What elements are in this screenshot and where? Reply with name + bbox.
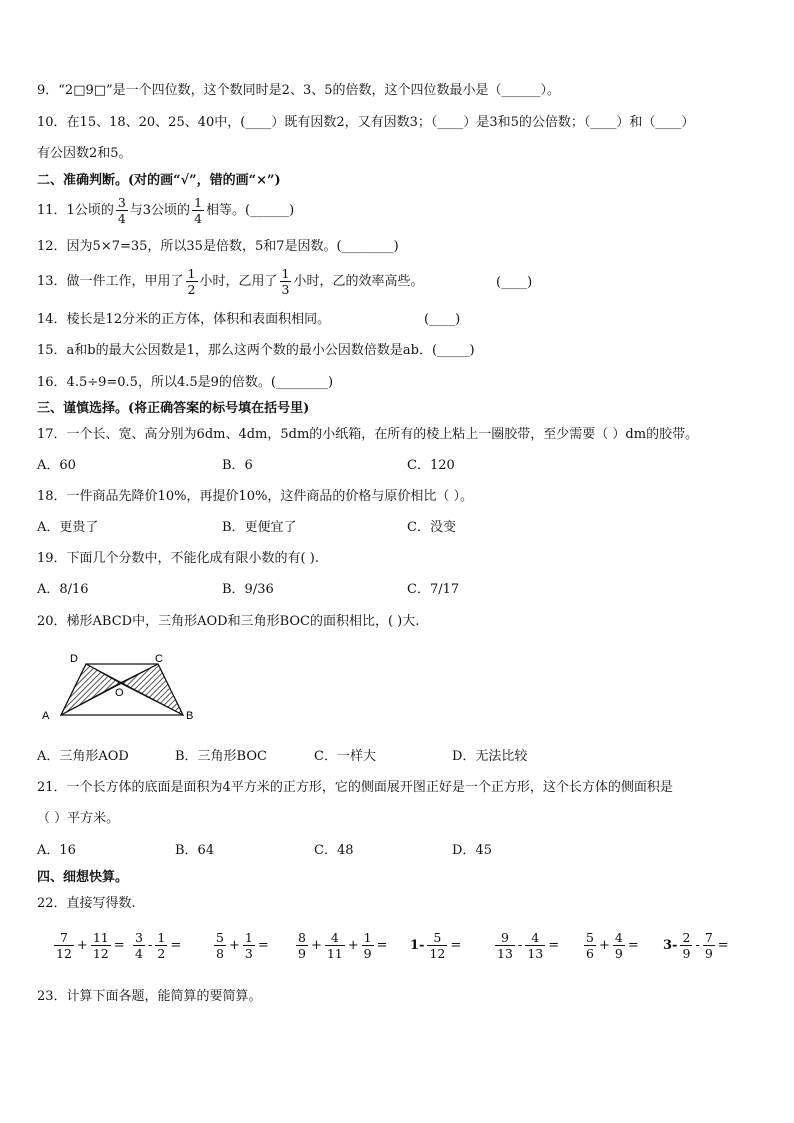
option-c[interactable]: C．120 (407, 458, 455, 473)
question-18: 18．一件商品先降价10%，再提价10%，这件商品的价格与原价相比（ ）。 (37, 489, 473, 504)
option-d[interactable]: D．45 (452, 843, 492, 858)
question-9: 9．“2□9□”是一个四位数，这个数同时是2、3、5的倍数，这个四位数最小是（______）。 (37, 83, 560, 98)
option-b[interactable]: B．三角形BOC (175, 749, 267, 764)
question-15: 15．a和b的最大公因数是1，那么这两个数的最小公因数倍数是ab．(_____) (37, 343, 475, 358)
calc-item-3: $\frac{5}{8}$ + $\frac{1}{3}$ = (216, 930, 269, 961)
triangle-boc (120, 664, 183, 715)
label-a: A (42, 710, 50, 722)
label-o: O (115, 687, 124, 699)
trapezoid-diagram (36, 646, 206, 726)
option-b[interactable]: B．64 (175, 843, 215, 858)
question-14: 14．棱长是12分米的正方体，体积和表面积相同。 (37, 312, 331, 327)
option-c[interactable]: C．7/17 (407, 582, 460, 597)
option-b[interactable]: B．9/36 (222, 582, 274, 597)
question-10: 10．在15、18、20、25、40中，(____）既有因数2，又有因数3；（____）是3和5的公倍数；（____）和（____） (37, 115, 695, 130)
calc-item-2: $\frac{3}{4}$ - $\frac{1}{2}$ = (135, 930, 182, 961)
answer-blank[interactable]: (____) (424, 312, 461, 327)
option-c[interactable]: C．48 (314, 843, 354, 858)
option-a[interactable]: A．三角形AOD (37, 749, 129, 764)
option-c[interactable]: C．一样大 (314, 749, 376, 764)
calc-item-4: $\frac{8}{9}$ + $\frac{4}{11}$ + $\frac{1}{9}$ = (298, 930, 388, 961)
calc-item-8: 3- $\frac{2}{9}$ - $\frac{7}{9}$ = (663, 930, 729, 961)
question-17: 17．一个长、宽、高分别为6dm、4dm，5dm的小纸箱，在所有的棱上粘上一圈胶带，至少需要（ ）dm的胶带。 (37, 427, 699, 442)
option-b[interactable]: B．6 (222, 458, 253, 473)
answer-blank[interactable]: (____) (496, 275, 533, 290)
fraction: $\frac{1}{4}$ (194, 195, 203, 226)
calc-item-6: $\frac{9}{13}$ - $\frac{4}{13}$ = (497, 930, 560, 961)
calc-item-1: $\frac{7}{12}$ + $\frac{11}{12}$ = (56, 930, 125, 961)
question-21-cont: （ ）平方米。 (37, 811, 120, 826)
fraction: $\frac{3}{4}$ (117, 195, 126, 226)
question-10-cont: 有公因数2和5。 (37, 146, 132, 161)
question-19: 19．下面几个分数中，不能化成有限小数的有( ). (37, 551, 319, 566)
option-d[interactable]: D．无法比较 (452, 749, 528, 764)
question-20: 20．梯形ABCD中，三角形AOD和三角形BOC的面积相比，( )大. (37, 614, 420, 629)
label-d: D (70, 653, 78, 665)
question-16: 16．4.5÷9=0.5，所以4.5是9的倍数。(________) (37, 375, 334, 390)
option-a[interactable]: A．8/16 (37, 582, 89, 597)
question-21: 21．一个长方体的底面是面积为4平方米的正方形，它的侧面展开图正好是一个正方形，这个长方体的侧面积是 (37, 780, 673, 795)
fraction: $\frac{1}{2}$ (187, 266, 196, 297)
option-a[interactable]: A．更贵了 (37, 520, 99, 535)
section-4-heading: 四、细想快算。 (37, 870, 129, 885)
option-a[interactable]: A．16 (37, 843, 76, 858)
calc-item-7: $\frac{5}{6}$ + $\frac{4}{9}$ = (586, 930, 639, 961)
section-2-heading: 二、准确判断。(对的画“√”，错的画“×”) (37, 173, 281, 188)
question-23: 23．计算下面各题，能简算的要简算。 (37, 989, 262, 1004)
calc-item-5: 1- $\frac{5}{12}$ = (410, 930, 462, 961)
option-b[interactable]: B．更便宜了 (222, 520, 297, 535)
question-12: 12．因为5×7=35，所以35是倍数，5和7是因数。(________) (37, 239, 399, 254)
option-c[interactable]: C．没变 (407, 520, 456, 535)
label-c: C (155, 653, 163, 665)
question-13: 13．做一件工作，甲用了 $\frac{1}{2}$ 小时，乙用了 $\frac{1}{3}$ 小时，乙的效率高些。 (37, 266, 424, 297)
option-a[interactable]: A．60 (37, 458, 76, 473)
question-11: 11．1公顷的 $\frac{3}{4}$ 与3公顷的 $\frac{1}{4}$ 相等。(______) (37, 195, 295, 226)
fraction: $\frac{1}{3}$ (281, 266, 290, 297)
question-22: 22．直接写得数. (37, 896, 136, 911)
section-3-heading: 三、谨慎选择。(将正确答案的标号填在括号里) (37, 401, 310, 416)
label-b: B (186, 710, 194, 722)
triangle-aod (61, 664, 120, 715)
